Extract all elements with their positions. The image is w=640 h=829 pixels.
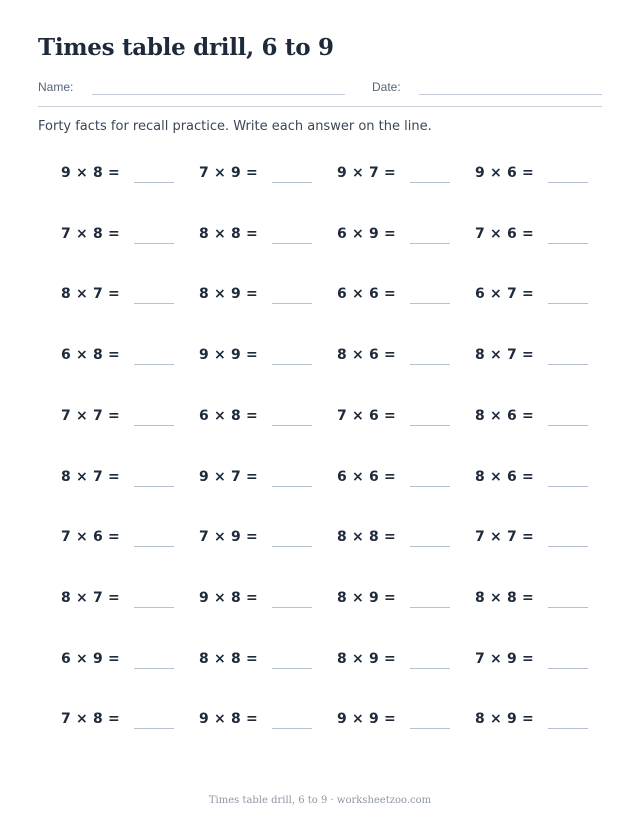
answer-line[interactable] [548,364,588,365]
answer-line[interactable] [548,728,588,729]
problem-item [475,469,605,493]
problem-item [199,286,329,310]
problem-expression: 6 × 8 = [199,408,258,424]
problem-item [337,711,467,735]
page-title: Times table drill, 6 to 9 [38,34,334,61]
problem-item [61,165,191,189]
problem-item [61,529,191,553]
problem-expression: 8 × 6 = [475,408,534,424]
problem-item [61,408,191,432]
problem-expression: 6 × 9 = [61,651,120,667]
problem-item [475,165,605,189]
problem-item [199,651,329,675]
answer-line[interactable] [134,546,174,547]
footer: Times table drill, 6 to 9 · worksheetzoo.com [208,795,432,806]
problem-expression: 8 × 9 = [337,651,396,667]
problem-item [199,590,329,614]
answer-line[interactable] [272,303,312,304]
answer-line[interactable] [410,364,450,365]
problem-expression: 9 × 8 = [199,711,258,727]
problem-expression: 8 × 8 = [337,529,396,545]
answer-line[interactable] [410,728,450,729]
answer-line[interactable] [272,668,312,669]
problem-item [199,165,329,189]
problem-expression: 8 × 6 = [475,469,534,485]
problem-item [337,590,467,614]
problem-expression: 8 × 8 = [475,590,534,606]
answer-line[interactable] [272,243,312,244]
problem-item [475,226,605,250]
answer-line[interactable] [410,668,450,669]
answer-line[interactable] [410,486,450,487]
problem-item [61,711,191,735]
problem-item [337,529,467,553]
problem-expression: 9 × 9 = [337,711,396,727]
problem-expression: 7 × 8 = [61,711,120,727]
problem-item [199,226,329,250]
answer-line[interactable] [410,182,450,183]
problem-item [475,651,605,675]
problem-expression: 7 × 8 = [61,226,120,242]
problem-expression: 8 × 7 = [61,590,120,606]
problem-item [61,286,191,310]
problem-item [199,347,329,371]
problem-expression: 9 × 8 = [61,165,120,181]
problem-item [61,226,191,250]
problem-item [475,286,605,310]
answer-line[interactable] [272,546,312,547]
answer-line[interactable] [134,364,174,365]
answer-line[interactable] [548,546,588,547]
problem-item [337,408,467,432]
problem-item [61,590,191,614]
answer-line[interactable] [134,243,174,244]
problem-item [475,408,605,432]
problem-expression: 9 × 8 = [199,590,258,606]
answer-line[interactable] [134,303,174,304]
problem-item [61,469,191,493]
problem-expression: 7 × 9 = [199,165,258,181]
problem-item [61,347,191,371]
name-label: Name: [38,80,74,94]
problem-expression: 6 × 6 = [337,469,396,485]
problem-item [337,286,467,310]
problem-expression: 8 × 8 = [199,226,258,242]
problem-expression: 7 × 9 = [475,651,534,667]
answer-line[interactable] [410,607,450,608]
problem-item [199,529,329,553]
problem-item [199,469,329,493]
answer-line[interactable] [272,607,312,608]
answer-line[interactable] [272,728,312,729]
problem-expression: 8 × 9 = [475,711,534,727]
problem-item [337,651,467,675]
answer-line[interactable] [410,546,450,547]
problem-item [61,651,191,675]
problem-expression: 7 × 6 = [61,529,120,545]
problem-expression: 8 × 9 = [337,590,396,606]
problem-expression: 9 × 7 = [337,165,396,181]
problem-expression: 9 × 6 = [475,165,534,181]
answer-line[interactable] [134,182,174,183]
problem-item [199,711,329,735]
answer-line[interactable] [272,364,312,365]
answer-line[interactable] [134,486,174,487]
problem-item [475,590,605,614]
problem-item [337,165,467,189]
answer-line[interactable] [134,607,174,608]
answer-line[interactable] [134,728,174,729]
answer-line[interactable] [410,303,450,304]
answer-line[interactable] [134,668,174,669]
problem-item [337,226,467,250]
answer-line[interactable] [548,486,588,487]
problem-expression: 7 × 7 = [475,529,534,545]
problem-expression: 6 × 9 = [337,226,396,242]
problem-item [475,347,605,371]
answer-line[interactable] [548,303,588,304]
problem-item [475,529,605,553]
problem-item [199,408,329,432]
answer-line[interactable] [548,425,588,426]
answer-line[interactable] [548,243,588,244]
problem-expression: 6 × 7 = [475,286,534,302]
answer-line[interactable] [272,486,312,487]
instructions: Forty facts for recall practice. Write each answer on the line. [38,119,432,134]
date-label: Date: [372,80,401,94]
problem-item [337,469,467,493]
problem-expression: 8 × 7 = [475,347,534,363]
answer-line[interactable] [272,425,312,426]
problem-expression: 7 × 6 = [475,226,534,242]
problem-expression: 8 × 8 = [199,651,258,667]
answer-line[interactable] [548,668,588,669]
answer-line[interactable] [548,607,588,608]
answer-line[interactable] [548,182,588,183]
problem-item [337,347,467,371]
problem-expression: 7 × 7 = [61,408,120,424]
problem-expression: 6 × 6 = [337,286,396,302]
problem-expression: 9 × 7 = [199,469,258,485]
problem-expression: 8 × 9 = [199,286,258,302]
problem-expression: 8 × 7 = [61,286,120,302]
answer-line[interactable] [272,182,312,183]
problem-expression: 7 × 6 = [337,408,396,424]
problem-item [475,711,605,735]
problem-expression: 9 × 9 = [199,347,258,363]
answer-line[interactable] [410,425,450,426]
problem-expression: 6 × 8 = [61,347,120,363]
problem-expression: 8 × 6 = [337,347,396,363]
problem-expression: 7 × 9 = [199,529,258,545]
answer-line[interactable] [410,243,450,244]
problem-expression: 8 × 7 = [61,469,120,485]
answer-line[interactable] [134,425,174,426]
